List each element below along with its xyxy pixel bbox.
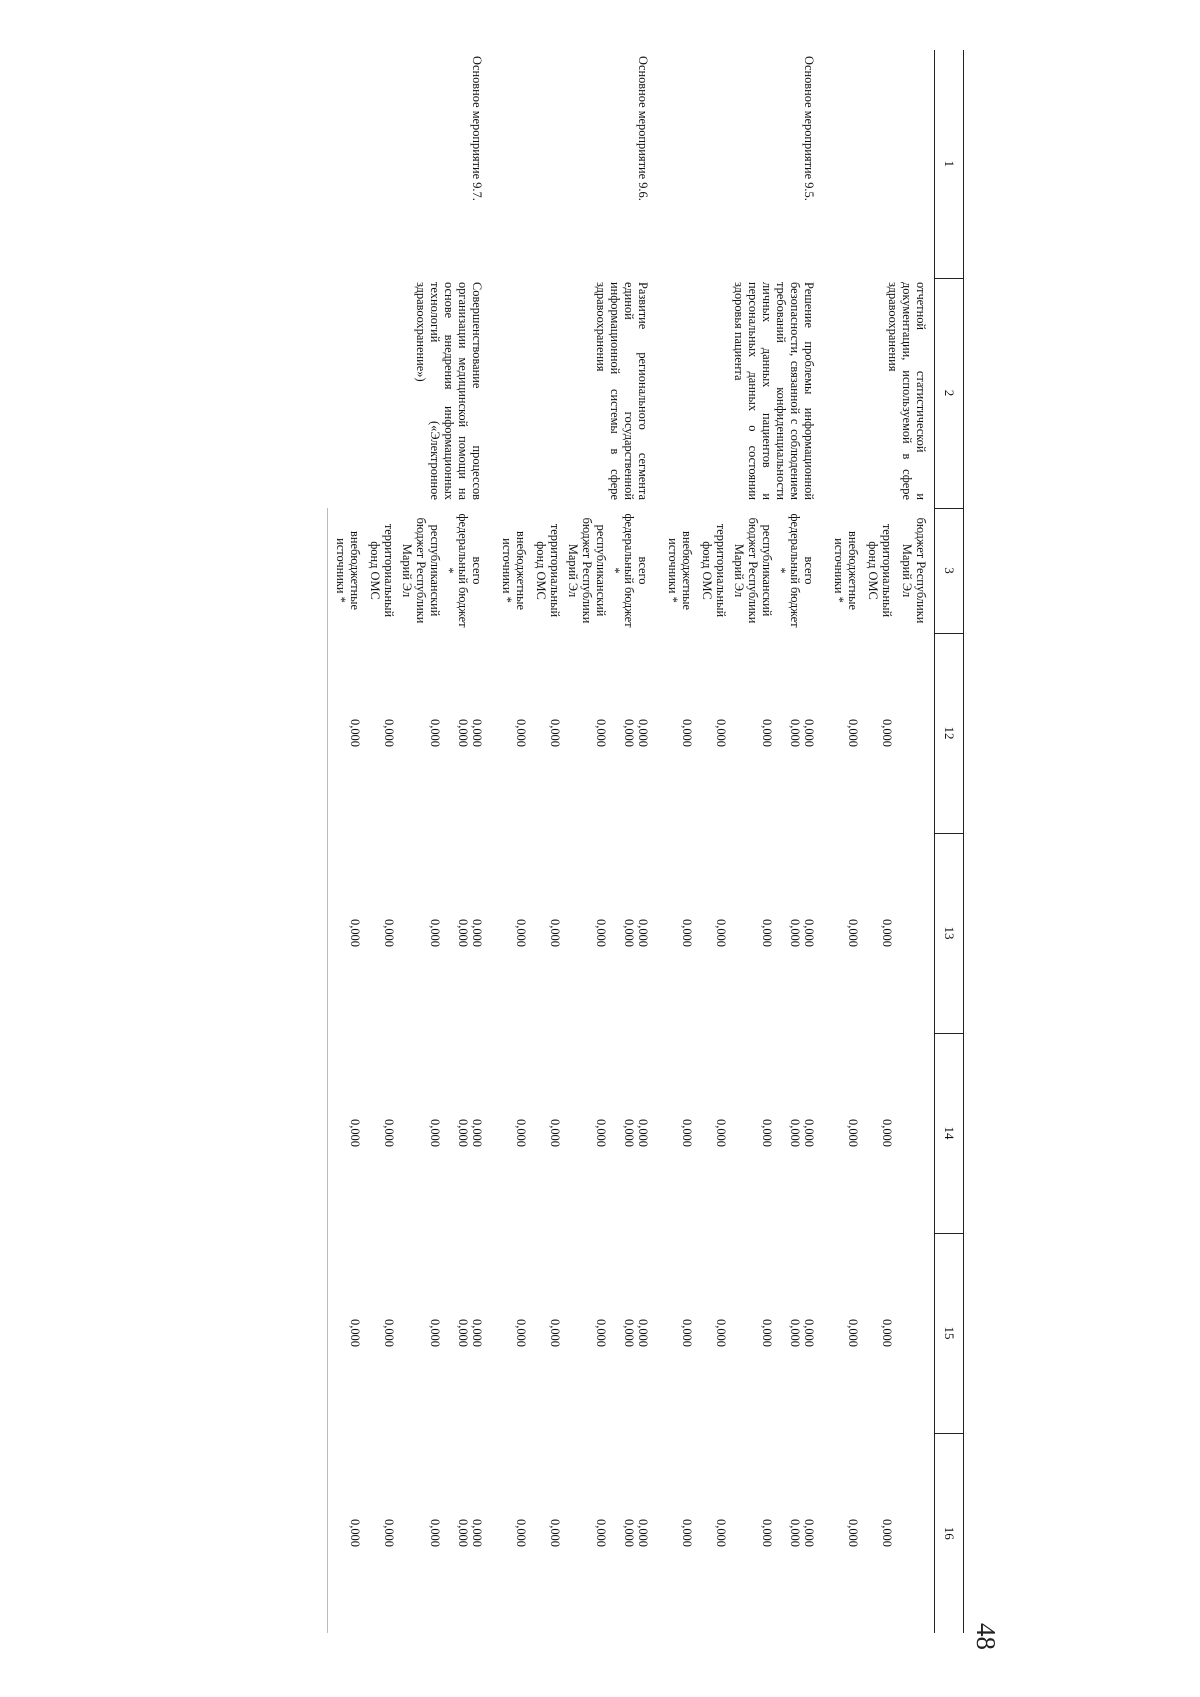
rotated-document-page — [200, 50, 1000, 1650]
value-cell: 0,000 — [594, 1519, 608, 1547]
value-cell: 0,000 — [622, 1519, 636, 1547]
measure-name: Основное мероприятие 9.5. — [802, 56, 816, 201]
value-cell: 0,000 — [428, 1119, 442, 1147]
funding-source: внебюджетные источники * — [832, 531, 860, 610]
column-header: 1 — [942, 160, 957, 167]
value-cell: 0,000 — [788, 1319, 802, 1347]
measure-name: Основное мероприятие 9.7. — [470, 56, 484, 201]
value-cell: 0,000 — [514, 1119, 528, 1147]
value-cell: 0,000 — [470, 1519, 484, 1547]
table-row — [894, 50, 935, 1633]
value-cell: 0,000 — [802, 719, 816, 747]
measure-name: Основное мероприятие 9.6. — [636, 56, 650, 201]
value-cell: 0,000 — [880, 1319, 894, 1347]
value-cell: 0,000 — [760, 919, 774, 947]
value-cell: 0,000 — [802, 1119, 816, 1147]
value-cell: 0,000 — [636, 919, 650, 947]
value-cell: 0,000 — [428, 719, 442, 747]
column-header: 16 — [935, 1433, 964, 1633]
value-cell: 0,000 — [594, 919, 608, 947]
funding-source: всего — [802, 556, 816, 585]
value-cell: 0,000 — [328, 1233, 363, 1433]
value-cell: 0,000 — [636, 1319, 650, 1347]
value-cell: 0,000 — [328, 1433, 363, 1633]
value-cell: 0,000 — [846, 1519, 860, 1547]
value-cell: 0,000 — [622, 1319, 636, 1347]
value-cell: 0,000 — [514, 919, 528, 947]
funding-source: республиканский бюджет Республики Марий Эл — [566, 517, 608, 624]
funding-source: бюджет Республики Марий Эл — [900, 517, 928, 624]
value-cell: 0,000 — [802, 919, 816, 947]
value-cell: 0,000 — [788, 919, 802, 947]
value-cell: 0,000 — [328, 1033, 363, 1233]
measure-description: Развитие регионального сегмента единой государственной информационной системы в сфере здравоохранения — [594, 282, 650, 500]
table-header-row — [935, 50, 964, 1633]
value-cell: 0,000 — [714, 1119, 728, 1147]
value-cell: 0,000 — [382, 919, 396, 947]
value-cell: 0,000 — [382, 1519, 396, 1547]
table-body — [328, 50, 935, 1633]
value-cell: 0,000 — [714, 719, 728, 747]
column-header: 15 — [935, 1233, 964, 1433]
value-cell: 0,000 — [514, 719, 528, 747]
funding-source: республиканский бюджет Республики Марий Эл — [400, 517, 442, 624]
funding-source: всего — [470, 556, 484, 585]
measure-name — [826, 50, 935, 278]
value-cell: 0,000 — [714, 919, 728, 947]
funding-source: территориальный фонд ОМС — [866, 523, 894, 618]
funding-source: федеральный бюджет * — [774, 513, 802, 628]
value-cell: 0,000 — [548, 719, 562, 747]
value-cell — [894, 1233, 935, 1433]
funding-source: внебюджетные источники * — [500, 531, 528, 610]
value-cell: 0,000 — [382, 1319, 396, 1347]
column-header: 12 — [935, 633, 964, 833]
value-cell: 0,000 — [802, 1519, 816, 1547]
value-cell: 0,000 — [594, 1119, 608, 1147]
value-cell: 0,000 — [622, 919, 636, 947]
measure-description: Решение проблемы информационной безопасности, связанной с соблюдением требований конфиденциальности личных данных пациентов и персональных данных о состоянии здоровья пациента — [732, 282, 816, 500]
value-cell — [894, 633, 935, 833]
value-cell: 0,000 — [622, 719, 636, 747]
value-cell: 0,000 — [636, 1519, 650, 1547]
funding-source: внебюджетные источники * — [328, 508, 363, 633]
value-cell: 0,000 — [456, 919, 470, 947]
value-cell: 0,000 — [514, 1319, 528, 1347]
value-cell: 0,000 — [470, 1119, 484, 1147]
funding-source: внебюджетные источники * — [666, 531, 694, 610]
value-cell: 0,000 — [880, 1519, 894, 1547]
column-header: 14 — [935, 1033, 964, 1233]
value-cell: 0,000 — [880, 919, 894, 947]
value-cell: 0,000 — [636, 1119, 650, 1147]
value-cell: 0,000 — [328, 633, 363, 833]
value-cell: 0,000 — [680, 1119, 694, 1147]
table-row — [802, 50, 826, 1633]
funding-source: федеральный бюджет * — [608, 513, 636, 628]
value-cell: 0,000 — [846, 719, 860, 747]
value-cell: 0,000 — [428, 1519, 442, 1547]
value-cell: 0,000 — [328, 833, 363, 1033]
value-cell: 0,000 — [594, 1319, 608, 1347]
value-cell: 0,000 — [760, 719, 774, 747]
page-number: 48 — [971, 1623, 1001, 1650]
value-cell: 0,000 — [880, 1119, 894, 1147]
column-header: 13 — [935, 833, 964, 1033]
value-cell: 0,000 — [456, 1119, 470, 1147]
table-row — [470, 50, 494, 1633]
value-cell: 0,000 — [428, 1319, 442, 1347]
value-cell: 0,000 — [846, 1119, 860, 1147]
funding-table — [327, 50, 964, 1633]
value-cell: 0,000 — [548, 919, 562, 947]
value-cell: 0,000 — [714, 1519, 728, 1547]
value-cell: 0,000 — [788, 1119, 802, 1147]
value-cell: 0,000 — [680, 719, 694, 747]
value-cell — [894, 1433, 935, 1633]
value-cell: 0,000 — [428, 919, 442, 947]
value-cell: 0,000 — [382, 719, 396, 747]
value-cell: 0,000 — [548, 1319, 562, 1347]
value-cell — [894, 1033, 935, 1233]
value-cell: 0,000 — [760, 1119, 774, 1147]
value-cell: 0,000 — [456, 719, 470, 747]
funding-source: федеральный бюджет * — [442, 513, 470, 628]
measure-description: отчетной статистической и документации, используемой в сфере здравоохранения — [886, 282, 928, 500]
funding-source: всего — [636, 556, 650, 585]
value-cell: 0,000 — [470, 1319, 484, 1347]
column-header: 2 — [935, 278, 964, 508]
value-cell: 0,000 — [760, 1319, 774, 1347]
funding-source: территориальный фонд ОМС — [368, 523, 396, 618]
column-header: 3 — [935, 508, 964, 633]
value-cell: 0,000 — [636, 719, 650, 747]
value-cell: 0,000 — [880, 719, 894, 747]
value-cell: 0,000 — [470, 919, 484, 947]
value-cell: 0,000 — [456, 1319, 470, 1347]
value-cell: 0,000 — [680, 1519, 694, 1547]
value-cell: 0,000 — [714, 1319, 728, 1347]
value-cell: 0,000 — [680, 919, 694, 947]
value-cell: 0,000 — [788, 1519, 802, 1547]
table-row — [636, 50, 660, 1633]
value-cell: 0,000 — [594, 719, 608, 747]
value-cell: 0,000 — [470, 719, 484, 747]
value-cell: 0,000 — [846, 919, 860, 947]
measure-description: Совершенствование процессов организации медицинской помощи на основе внедрения информационных технологий («Электронное здравоохранение») — [414, 282, 484, 500]
value-cell: 0,000 — [788, 719, 802, 747]
value-cell: 0,000 — [760, 1519, 774, 1547]
value-cell: 0,000 — [548, 1519, 562, 1547]
funding-source: республиканский бюджет Республики Марий Эл — [732, 517, 774, 624]
funding-source: территориальный фонд ОМС — [700, 523, 728, 618]
value-cell — [894, 833, 935, 1033]
value-cell: 0,000 — [802, 1319, 816, 1347]
value-cell: 0,000 — [846, 1319, 860, 1347]
value-cell: 0,000 — [622, 1119, 636, 1147]
funding-source: территориальный фонд ОМС — [534, 523, 562, 618]
value-cell: 0,000 — [680, 1319, 694, 1347]
value-cell: 0,000 — [548, 1119, 562, 1147]
value-cell: 0,000 — [514, 1519, 528, 1547]
value-cell: 0,000 — [456, 1519, 470, 1547]
value-cell: 0,000 — [382, 1119, 396, 1147]
